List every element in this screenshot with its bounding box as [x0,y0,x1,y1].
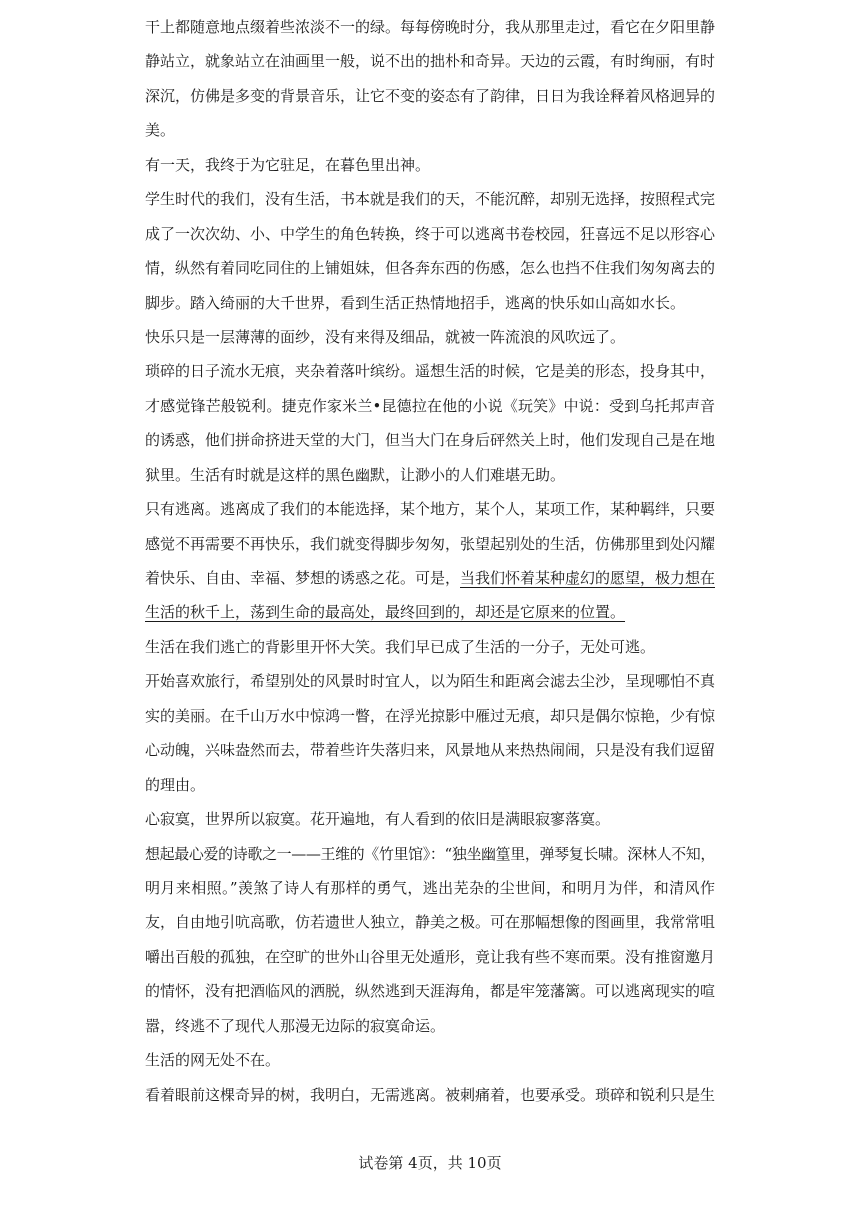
text-span: 着快乐、自由、幸福、梦想的诱惑之花。可是， [145,569,460,587]
text-line: 的诱惑，他们拼命挤进天堂的大门，但当大门在身后砰然关上时，他们发现自己是在地 [145,431,716,450]
text-line: 的情怀，没有把酒临风的洒脱，纵然逃到天涯海角，都是牢笼藩篱。可以逃离现实的喧 [145,982,716,1001]
text-line [145,561,715,595]
text-line: 成了一次次幼、小、中学生的角色转换，终于可以逃离书卷校园，狂喜远不足以形容心 [145,224,716,243]
text-line: 开始喜欢旅行，希望别处的风景时时宜人，以为陌生和距离会滤去尘沙，呈现哪怕不真 [145,672,716,691]
text-line: 美。 [145,121,176,140]
underlined-text: 当我们怀着某种虚幻的愿望，极力想在 [460,569,715,587]
text-line: 情，纵然有着同吃同住的上铺姐妹，但各奔东西的伤感，怎么也挡不住我们匆匆离去的 [145,259,716,278]
underlined-text: 生活的秋千上，荡到生命的最高处，最终回到的，却还是它原来的位置。 [145,603,626,622]
text-line: 嚣，终逃不了现代人那漫无边际的寂寞命运。 [145,1016,446,1035]
text-line: 嚼出百般的孤独，在空旷的世外山谷里无处遁形，竟让我有些不寒而栗。没有推窗邀月 [145,947,716,966]
text-line: 明月来相照。”羡煞了诗人有那样的勇气，逃出芜杂的尘世间，和明月为伴，和清风作 [145,878,715,897]
text-line: 想起最心爱的诗歌之一——王维的《竹里馆》：“独坐幽篁里，弹琴复长啸。深林人不知， [145,844,715,863]
document-body [145,0,715,1112]
page-footer: 试卷第 4页，共 10页 [358,1154,502,1172]
text-line: 生活的网无处不在。 [145,1051,281,1070]
text-line [145,595,715,629]
text-line: 才感觉锋芒般锐利。捷克作家米兰•昆德拉在他的小说《玩笑》中说：受到乌托邦声音 [145,396,715,415]
text-line: 静站立，就象站立在油画里一般，说不出的拙朴和奇异。天边的云霞，有时绚丽，有时 [145,52,716,71]
text-line: 实的美丽。在千山万水中惊鸿一瞥，在浮光掠影中雁过无痕，却只是偶尔惊艳，少有惊 [145,706,716,725]
text-line: 琐碎的日子流水无痕，夹杂着落叶缤纷。遥想生活的时候，它是美的形态，投身其中， [145,362,716,381]
text-line: 脚步。踏入绮丽的大千世界，看到生活正热情地招手，逃离的快乐如山高如水长。 [145,293,686,312]
text-line: 看着眼前这棵奇异的树，我明白，无需逃离。被刺痛着，也要承受。琐碎和锐利只是生 [145,1085,716,1104]
text-line: 学生时代的我们，没有生活，书本就是我们的天，不能沉醉，却别无选择，按照程式完 [145,190,716,209]
text-line: 只有逃离。逃离成了我们的本能选择，某个地方，某个人，某项工作，某种羁绊，只要 [145,500,716,519]
text-line: 有一天，我终于为它驻足，在暮色里出神。 [145,155,431,174]
text-line: 快乐只是一层薄薄的面纱，没有来得及细品，就被一阵流浪的风吹远了。 [145,327,626,346]
text-line: 深沉，仿佛是多变的背景音乐，让它不变的姿态有了韵律，日日为我诠释着风格迥异的 [145,86,716,105]
text-line: 狱里。生活有时就是这样的黑色幽默，让渺小的人们难堪无助。 [145,465,566,484]
text-line: 生活在我们逃亡的背影里开怀大笑。我们早已成了生活的一分子，无处可逃。 [145,637,656,656]
text-line: 感觉不再需要不再快乐，我们就变得脚步匆匆，张望起别处的生活，仿佛那里到处闪耀 [145,534,716,553]
text-line: 干上都随意地点缀着些浓淡不一的绿。每每傍晚时分，我从那里走过，看它在夕阳里静 [145,18,716,36]
text-line: 心寂寞，世界所以寂寞。花开遍地，有人看到的依旧是满眼寂寥落寞。 [145,810,611,829]
text-line: 友，自由地引吭高歌，仿若遗世人独立，静美之极。可在那幅想像的图画里，我常常咀 [145,913,716,932]
text-line: 的理由。 [145,775,206,794]
text-line: 心动魄，兴味盎然而去，带着些许失落归来，风景地从来热热闹闹，只是没有我们逗留 [145,741,716,760]
